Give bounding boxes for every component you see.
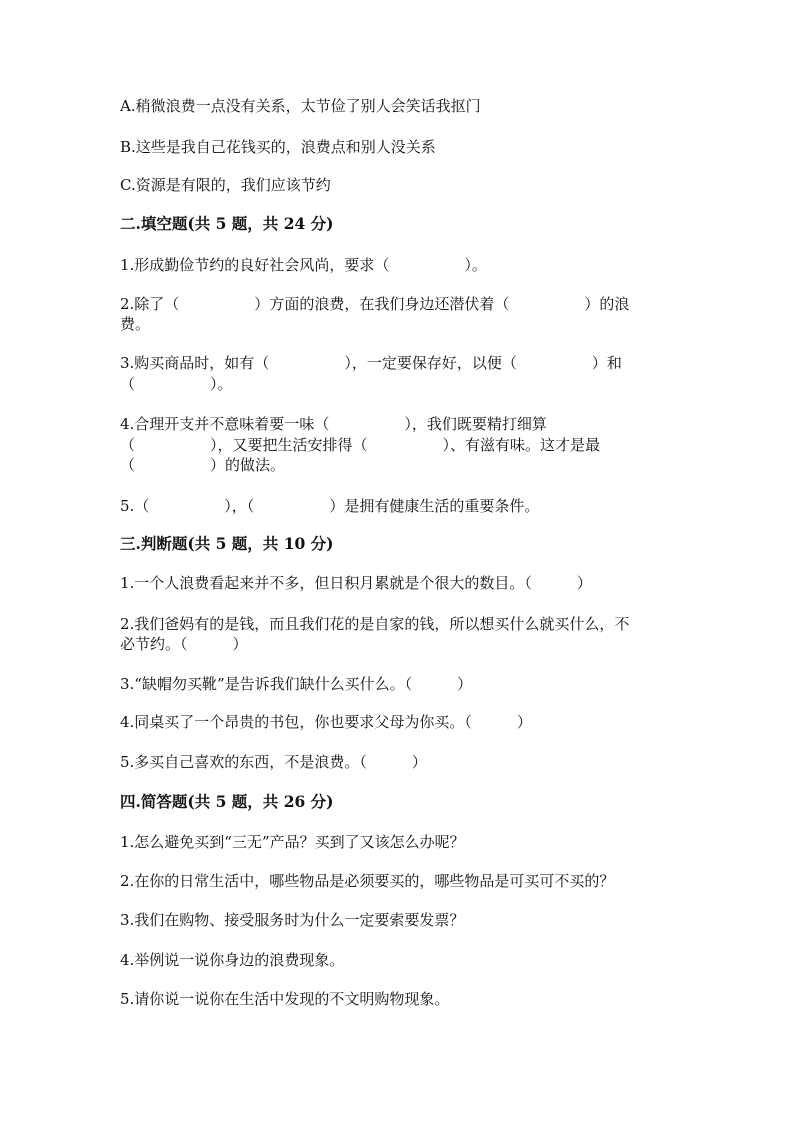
section3-heading: 三.判断题(共 5 题，共 10 分) [120, 534, 334, 553]
short-question-3: 3.我们在购物、接受服务时为什么一定要索要发票？ [120, 911, 465, 929]
short-question-1: 1.怎么避免买到“三无”产品？买到了又该怎么办呢？ [120, 833, 465, 851]
judge-question-2-line1: 2.我们爸妈有的是钱，而且我们花的是自家的钱，所以想买什么就买什么，不 [120, 615, 630, 633]
fill-question-4-line2: （ ），又要把生活安排得（ ）、有滋有味。这才是最 [120, 436, 601, 454]
section4-heading: 四.简答题(共 5 题，共 26 分) [120, 792, 334, 811]
fill-question-4-line1: 4.合理开支并不意味着要一味（ ），我们既要精打细算 [120, 415, 547, 433]
option-a: A.稍微浪费一点没有关系，太节俭了别人会笑话我抠门 [120, 97, 481, 115]
fill-question-3-line2: （ ）。 [120, 375, 233, 393]
option-b: B.这些是我自己花钱买的，浪费点和别人没关系 [120, 138, 436, 156]
short-question-2: 2.在你的日常生活中，哪些物品是必须要买的，哪些物品是可买可不买的？ [120, 872, 615, 890]
section2-heading: 二.填空题(共 5 题，共 24 分) [120, 214, 334, 233]
fill-question-3-line1: 3.购买商品时，如有（ ），一定要保存好，以便（ ）和 [120, 354, 622, 372]
fill-question-4-line3: （ ）的做法。 [120, 456, 286, 474]
fill-question-2-line2: 费。 [120, 315, 151, 333]
judge-question-2-line2: 必节约。（ ） [120, 635, 248, 653]
option-c: C.资源是有限的，我们应该节约 [120, 176, 331, 194]
fill-question-1: 1.形成勤俭节约的良好社会风尚，要求（ ）。 [120, 256, 487, 274]
judge-question-4: 4.同桌买了一个昂贵的书包，你也要求父母为你买。（ ） [120, 713, 532, 731]
short-question-4: 4.举例说一说你身边的浪费现象。 [120, 951, 345, 969]
judge-question-3: 3.“缺帽勿买靴”是告诉我们缺什么买什么。（ ） [120, 675, 473, 693]
judge-question-5: 5.多买自己喜欢的东西，不是浪费。（ ） [120, 753, 427, 771]
judge-question-1: 1.一个人浪费看起来并不多，但日积月累就是个很大的数目。（ ） [120, 574, 592, 592]
fill-question-2-line1: 2.除了（ ）方面的浪费，在我们身边还潜伏着（ ）的浪 [120, 295, 630, 313]
fill-question-5: 5.（ ），（ ）是拥有健康生活的重要条件。 [120, 497, 540, 515]
short-question-5: 5.请你说一说你在生活中发现的不文明购物现象。 [120, 990, 450, 1008]
